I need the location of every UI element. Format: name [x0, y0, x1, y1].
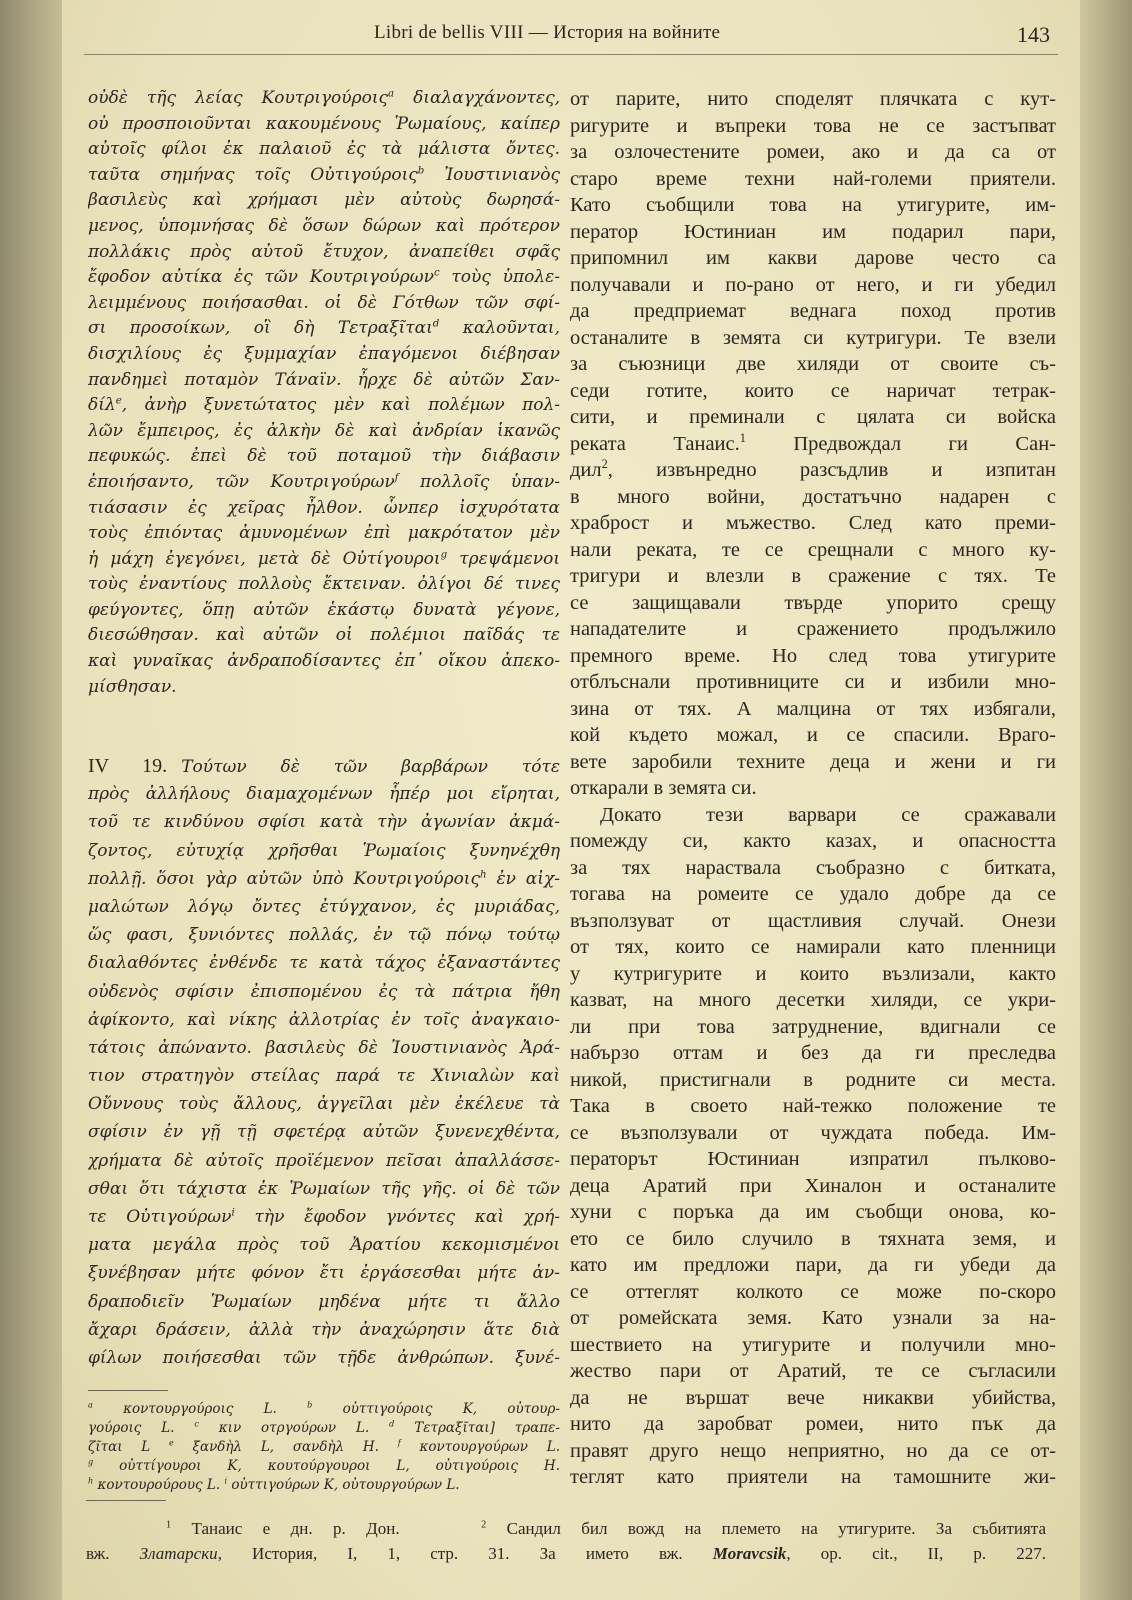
text-line: да предприемат веднага поход против [570, 300, 1056, 322]
text-line: οὐ προσποιοῦνται κακουμένους Ῥωμαίους, καίπερ [88, 113, 560, 134]
text-line: седи готите, които се наричат тетрак- [570, 379, 1056, 402]
text-line: за озлочестените ромеи, ако и да са от [570, 141, 1056, 163]
scan-edge-right [1080, 0, 1132, 1600]
text-line: сити, и преминали с цялата си войска [570, 406, 1056, 428]
text-line: за съюзници две хиляди от своите съ- [570, 353, 1056, 375]
text-line: реката Танаис.$^1$ Предвождал ги Сан- [570, 430, 1056, 455]
text-line: нали реката, те се срещнали с много ку- [570, 538, 1056, 561]
text-line: от ромейската земя. Като узнали за на- [570, 1307, 1056, 1329]
text-line: ματα μεγάλα πρὸς τοῦ Ἀρατίου κεκομισμένοι [88, 1235, 560, 1256]
text-line: за тях нараствала съобразно с битката, [570, 856, 1056, 879]
text-line: припомнил им какви дарове често са [570, 247, 1056, 269]
text-line: λειμμένους ποιήσασθαι. οἱ δὲ Γότθων τῶν σφί- [88, 292, 560, 313]
text-line [88, 752, 560, 780]
text-line: $^g$ οὐττίγουροι K, κουτούργουροι L, οὐτιγούροις H. [88, 1457, 560, 1474]
text-line: от тях, които се намирали като пленници [570, 936, 1056, 958]
text-line: μαλώτων λόγῳ ὄντες ἐτύγχανον, ἐς μυριάδας, [88, 896, 560, 917]
text-line: πολλῇ. ὅσοι γὰρ αὐτῶν ὑπὸ Κουτριγούροις$^h$ ἐν αἰχ- [88, 868, 560, 889]
greek-text-column [88, 86, 560, 700]
text-line: деца Аратий при Хиналон и останалите [570, 1174, 1056, 1197]
text-line: теглят като приятели на тамошните жи- [570, 1466, 1056, 1488]
text-line: Οὔννους τοὺς ἄλλους, ἀγγεῖλαι μὲν ἐκέλευε τὰ [88, 1094, 560, 1115]
text-line: ἄχαρι δράσειν, ἀλλὰ τὴν ἀναχώρησιν ἅτε διὰ [88, 1319, 560, 1340]
text-line: αὐτοῖς φίλοι ἐκ παλαιοῦ ἐς τὰ μάλιστα ὄντες. [88, 139, 560, 160]
text-line: ὥς φασι, ξυνιόντες πολλάς, ἐν τῷ πόνῳ τούτῳ [88, 925, 560, 946]
text-line: ἔφοδον αὐτίκα ἐς τῶν Κουτριγούρων$^c$ τοὺς ὑπολε- [88, 267, 560, 288]
text-line: Като съобщили това на утигурите, им- [570, 194, 1056, 216]
text-line: ригурите и въпреки това не се застъпват [570, 114, 1056, 137]
text-line: ἐποιήσαντο, τῶν Κουτριγούρων$^f$ πολλοῖς ὑπαν- [88, 471, 560, 492]
text-line: $^a$ κοντουργούροις L. $^b$ οὐττιγούροις K, οὐτουρ- [88, 1400, 560, 1417]
text-line: никой, пристигнали в родните си места. [570, 1068, 1056, 1091]
text-line: отблъснали противниците си и избили мно- [570, 671, 1056, 693]
text-line: получавали и по-рано от него, и ги убедил [570, 273, 1056, 296]
text-line: се защищавали твърде упорито срещу [570, 591, 1056, 614]
text-line: правят друго нещо неприятно, но да се от- [570, 1439, 1056, 1462]
text-line: вете заробили техните деца и жени и ги [570, 750, 1056, 773]
text-line: δισχιλίους ἐς ξυμμαχίαν ἐπαγόμενοι διέβησαν [88, 343, 560, 364]
text-line: нито да заробват ромеи, нито пък да [570, 1413, 1056, 1435]
text-line: δίλ$^e$, ἀνὴρ ξυνετώτατος μὲν καὶ πολέμων πολ- [88, 395, 560, 416]
header-title: Libri de bellis VIII — История на войните [374, 22, 721, 43]
text-line: ξυνέβησαν μήτε φόνον ἔτι ἐργάσεσθαι μήτε ἀν- [88, 1263, 560, 1284]
text-line: казват, на много десетки хиляди, се укри- [570, 989, 1056, 1011]
footnote-divider [86, 1500, 166, 1501]
text-line: Така в своето най-тежко положение те [570, 1095, 1056, 1117]
text-line: Докато тези варвари се сражавали [600, 803, 1056, 826]
text-line: ζοντος, εὐτυχίᾳ χρῆσθαι Ῥωμαίοις ξυνηνέχθη [88, 840, 560, 861]
text-line: ператор Юстиниан им подарил пари, [570, 220, 1056, 243]
text-line: τοὺς ἐναντίους πολλοὺς ἔκτειναν. ὀλίγοι δέ τινες [88, 574, 560, 595]
text-line: у кутригурите и които възлизали, както [570, 962, 1056, 985]
text-line: φεύγοντες, ὅπῃ αὐτῶν ἑκάστῳ δυνατὰ γέγονε, [88, 599, 560, 620]
text-line: да не вършат вече никакви убийства, [570, 1386, 1056, 1409]
text-line: σι προσοίκων, οἳ δὴ Τετραξῖται$^d$ καλοῦνται, [88, 318, 560, 339]
text-line: $^h$ κοντουρούρους L. $^i$ οὐττιγούρων K, οὐτουργούρων L. [88, 1476, 460, 1493]
text-line: ταῦτα σημήνας τοῖς Οὐτιγούροις$^b$ Ἰουστινιανὸς [88, 164, 560, 185]
text-line: като им предложи пари, да ги убеди да [570, 1254, 1056, 1276]
text-line: премного време. Но след това утигурите [570, 644, 1056, 667]
text-line: μενος, ὑπομνήσας δὲ ὅσων δώρων καὶ πρότερον [88, 215, 560, 236]
text-line: дил$^2$, извънредно разсъдлив и изпитан [570, 457, 1056, 481]
text-line: πανδημεὶ ποταμὸν Τάναϊν. ἦρχε δὲ αὐτῶν Σαν- [88, 369, 560, 390]
text-line: жество пари от Аратий, те се съгласили [570, 1360, 1056, 1382]
book-page [62, 0, 1080, 1600]
text-line: ето се било случило в тяхната земя, и [570, 1227, 1056, 1250]
translation-footnotes [86, 1516, 1046, 1566]
text-line: πρὸς ἀλλήλους διαμαχομένων ἧπέρ μοι εἴρηται, [88, 784, 560, 805]
text-line: старо време техни най-големи приятели. [570, 167, 1056, 190]
text-line: $^1$ Танаис е дн. р. Дон. $^2$ Сандил бил вожд на племето на утигурите. За събитията [166, 1519, 1046, 1538]
text-line: се възползували от чуждата победа. Им- [570, 1121, 1056, 1144]
text-line: πεφυκώς. ἐπεὶ δὲ τοῦ ποταμοῦ τὴν διάβασιν [88, 446, 560, 467]
text-line: σφίσιν ἐν γῇ τῇ σφετέρᾳ αὐτῶν ξυνενεχθέντα, [88, 1122, 560, 1143]
text-line: τάτοις ἀπώναντο. βασιλεὺς δὲ Ἰουστινιανὸς Ἀρά- [88, 1037, 560, 1058]
text-line: τοὺς ἐπιόντας ἀμυνομένων ἐπὶ μακρότατον μὲν [88, 523, 560, 544]
text-line: набързо оттам и без да ги преследва [570, 1042, 1056, 1064]
text-line: ператорът Юстиниан изпратил пълково- [570, 1148, 1056, 1170]
text-line: възползуват от щастливия случай. Онези [570, 909, 1056, 932]
text-line: вж. Златарски, История, I, 1, стр. 31. За името вж. Moravcsik, op. cit., II, p. 227. [86, 1544, 1046, 1563]
section-first-line: Τούτων δὲ τῶν βαρβάρων τότε [181, 757, 560, 777]
running-header [84, 20, 1058, 55]
text-line: помежду си, както казах, и опасността [570, 830, 1056, 852]
text-line: тогава на ромеите се удало добре да се [570, 883, 1056, 905]
text-line: откарали в земята си. [570, 777, 757, 799]
text-line: λῶν ἔμπειρος, ἐς ἀλκὴν δὲ καὶ ἀνδρίαν ἱκανῶς [88, 420, 560, 441]
text-line: οὐδὲ τῆς λείας Κουτριγούροις$^a$ διαλαγχάνοντες, [88, 88, 560, 108]
text-line: βασιλεὺς καὶ χρήμασι μὲν αὐτοὺς δωρησά- [88, 190, 560, 211]
bulgarian-translation-column [570, 86, 1056, 1491]
footnote-divider [88, 1390, 168, 1391]
text-line: зина от тях. А малцина от тях избягали, [570, 697, 1056, 720]
text-line: в много войни, достатъчно надарен с [570, 485, 1056, 508]
section-number: IV 19. [88, 755, 168, 777]
text-line: σθαι ὅτι τάχιστα ἐκ Ῥωμαίων τῆς γῆς. οἱ δὲ τῶν [88, 1178, 560, 1199]
text-line: χρήματα δὲ αὐτοῖς προϊέμενον πεῖσαι ἀπαλλάσσε- [88, 1150, 560, 1171]
text-line: τιον στρατηγὸν στείλας παρά τε Χινιαλὼν καὶ [88, 1066, 560, 1087]
text-line: πολλάκις πρὸς αὐτοῦ ἔτυχον, ἀναπείθει σφᾶς [88, 241, 560, 262]
text-line: φίλων ποιήσεσθαι τῶν τῇδε ἀνθρώπων. ξυνέ- [88, 1347, 560, 1368]
text-line: кой където можал, и се спасили. Враго- [570, 724, 1056, 746]
text-line: останалите в земята си кутригури. Те взели [570, 326, 1056, 349]
text-line: се оттеглят колкото се може по-скоро [570, 1280, 1056, 1303]
text-line: ἡ μάχη ἐγεγόνει, μετὰ δὲ Οὐτίγουροι$^g$ τρεψάμενοι [88, 548, 560, 569]
text-line: τοῦ τε κινδύνου σφίσι κατὰ τὴν ἀγωνίαν ἀκμά- [88, 812, 560, 833]
text-line: γούροις L. $^c$ κιν οτργούρων L. $^d$ Τετραξῖται] τραπε- [88, 1419, 560, 1436]
text-line: διεσώθησαν. καὶ αὐτῶν οἱ πολέμιοι παῖδάς τε [88, 625, 560, 646]
text-line: шествието на утигурите и получили мно- [570, 1333, 1056, 1356]
scan-edge-left [0, 0, 62, 1600]
text-line: διαλαθόντες ἐνθένδε τε κατὰ τάχος ἐξαναστάντες [88, 953, 560, 974]
text-line: μίσθησαν. [88, 676, 177, 697]
text-line: τε Οὐτιγούρων$^i$ τὴν ἔφοδον γνόντες καὶ χρή- [88, 1207, 560, 1227]
text-line: ζῖται L $^e$ ξανδὴλ L, σανδὴλ H. $^f$ κοντουργούρων L. [88, 1438, 560, 1455]
greek-apparatus-footnotes [88, 1400, 560, 1495]
text-line: οὐδενὸς σφίσιν ἐπισπομένου ἐς τὰ πάτρια ἤθη [88, 981, 560, 1002]
text-line: ли при това затруднение, вдигнали се [570, 1015, 1056, 1038]
page-number: 143 [1017, 22, 1050, 47]
text-line: τιάσασιν ἐς χεῖρας ἦλθον. ὧνπερ ἰσχυρότατα [88, 497, 560, 518]
text-line: καὶ γυναῖκας ἀνδραποδίσαντες ἐπ᾿ οἴκου ἀπεκο- [88, 651, 560, 672]
text-line: нападателите и сражението продължило [570, 618, 1056, 640]
text-line: тригури и влезли в сражение с тях. Те [570, 565, 1056, 587]
greek-section-iv-19 [88, 752, 560, 1372]
text-line: от парите, нито споделят плячката с кут- [570, 88, 1056, 110]
text-line: ἀφίκοντο, καὶ νίκης ἀλλοτρίας ἐν τοῖς ἀναγκαιο- [88, 1009, 560, 1030]
text-line: хуни с поръка да им съобщи онова, ко- [570, 1201, 1056, 1223]
text-line: храброст и мъжество. След като преми- [570, 512, 1056, 534]
text-line: δραποδιεῖν Ῥωμαίων μηδένα μήτε τι ἄλλο [88, 1291, 560, 1312]
